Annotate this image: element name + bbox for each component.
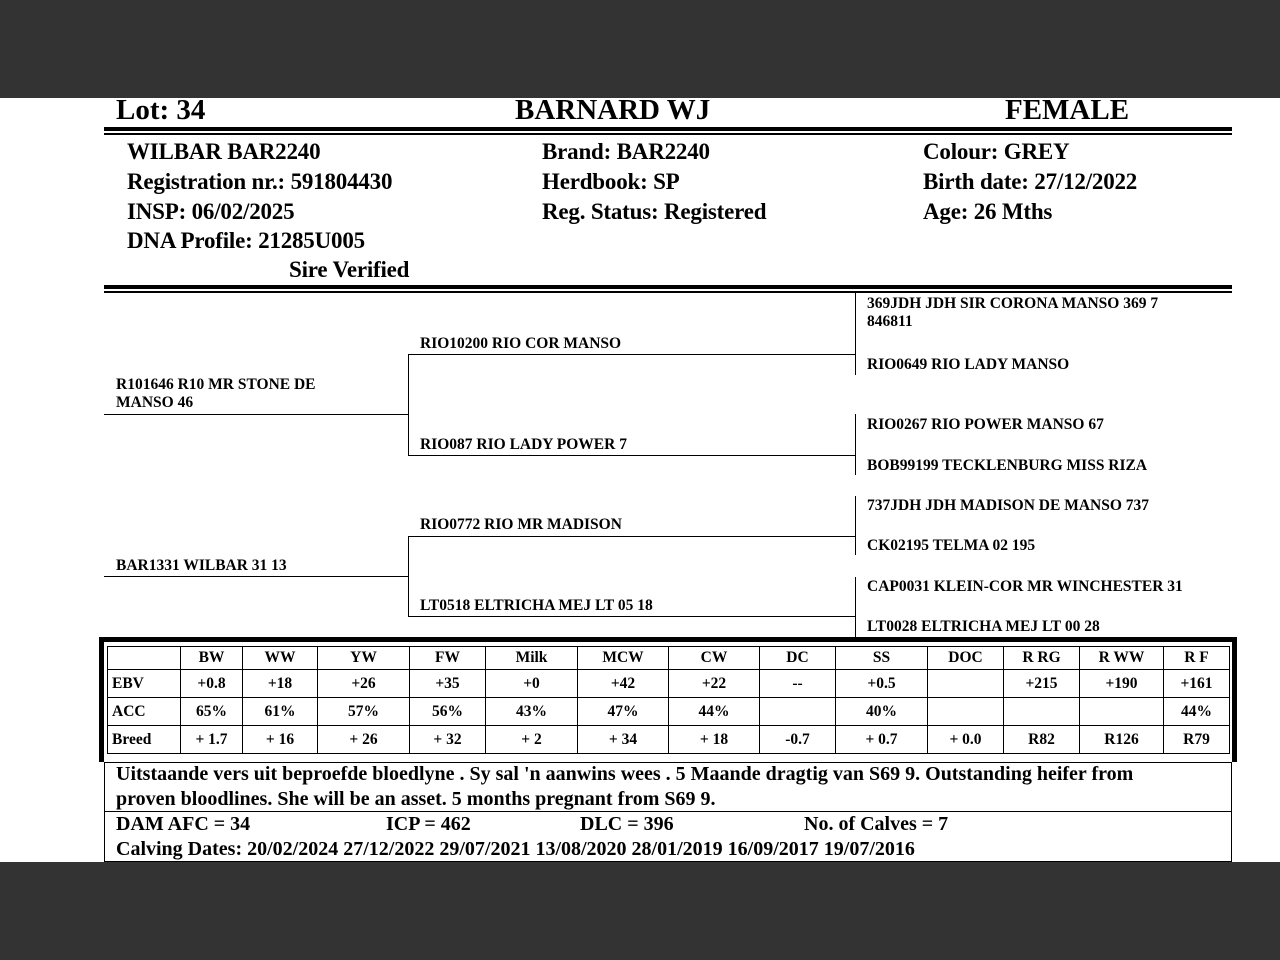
acc-cell: 40% [836, 698, 928, 726]
ebv-col-header: WW [243, 647, 318, 670]
pedigree-line-dam-sire [408, 536, 856, 537]
breed-cell: + 16 [243, 726, 318, 754]
ebv-row [108, 670, 1230, 698]
age: Age: 26 Mths [923, 199, 1053, 224]
ebv-frame-left [99, 637, 104, 762]
ebv-col-header: DC [760, 647, 836, 670]
ebv-col-header: Milk [486, 647, 578, 670]
acc-cell: 61% [243, 698, 318, 726]
acc-cell: 44% [669, 698, 760, 726]
ebv-col-header: DOC [928, 647, 1004, 670]
pedigree-sire-dam-sire: RIO0267 RIO POWER MANSO 67 [867, 416, 1104, 433]
ebv-row-label: EBV [108, 670, 181, 698]
dam-afc: DAM AFC = 34 [116, 813, 251, 835]
ebv-table [107, 646, 1230, 754]
pedigree-line-sire-sire [408, 354, 856, 355]
pedigree-dam-sire-sire: 737JDH JDH MADISON DE MANSO 737 [867, 497, 1150, 514]
pedigree-dam-dam: LT0518 ELTRICHA MEJ LT 05 18 [420, 597, 653, 614]
pedigree-dam-dam-sire: CAP0031 KLEIN-COR MR WINCHESTER 31 [867, 578, 1183, 595]
ebv-col-header: SS [836, 647, 928, 670]
ebv-frame-top [99, 637, 1237, 642]
comments-rule-left [104, 762, 105, 862]
header-rule-thick [104, 127, 1232, 131]
pedigree-dam-sire-dam: CK02195 TELMA 02 195 [867, 537, 1036, 554]
registration-number: Registration nr.: 591804430 [127, 169, 393, 194]
acc-cell [1004, 698, 1080, 726]
ebv-cell: +0.5 [836, 670, 928, 698]
header-rule-thin [104, 133, 1232, 135]
number-of-calves: No. of Calves = 7 [804, 813, 949, 835]
ebv-col-header: BW [181, 647, 243, 670]
breed-cell: R79 [1164, 726, 1230, 754]
calving-dates: Calving Dates: 20/02/2024 27/12/2022 29/07/2021 13/08/2020 28/01/2019 16/09/2017 19/07/2016 [116, 838, 915, 860]
footer-rule-bottom [104, 861, 1232, 862]
breed-cell: + 26 [318, 726, 410, 754]
pedigree-dam-dam-dam: LT0028 ELTRICHA MEJ LT 00 28 [867, 618, 1100, 635]
breed-cell: + 32 [410, 726, 486, 754]
acc-cell: 56% [410, 698, 486, 726]
ebv-cell: +22 [669, 670, 760, 698]
icp: ICP = 462 [386, 813, 471, 835]
ebv-cell: +26 [318, 670, 410, 698]
birth-date: Birth date: 27/12/2022 [923, 169, 1138, 194]
herdbook: Herdbook: SP [542, 169, 680, 194]
ebv-cell: -- [760, 670, 836, 698]
pedigree-sire-dam: RIO087 RIO LADY POWER 7 [420, 436, 627, 453]
info-rule-thick [104, 285, 1232, 289]
acc-cell [1080, 698, 1164, 726]
breed-cell: + 0.0 [928, 726, 1004, 754]
pedigree-sire-sire-sire: 369JDH JDH SIR CORONA MANSO 369 7 846811 [867, 295, 1159, 330]
pedigree-bracket-dd [855, 577, 856, 637]
ebv-col-header [108, 647, 181, 670]
colour: Colour: GREY [923, 139, 1070, 164]
dna-profile: DNA Profile: 21285U005 [127, 228, 365, 253]
pedigree-sire-dam-dam: BOB99199 TECKLENBURG MISS RIZA [867, 457, 1148, 474]
insp-date: INSP: 06/02/2025 [127, 199, 295, 224]
breed-cell: + 34 [578, 726, 669, 754]
acc-row [108, 698, 1230, 726]
breeder-name: BARNARD WJ [515, 98, 711, 126]
ebv-cell: +161 [1164, 670, 1230, 698]
ebv-frame-right [1232, 637, 1237, 762]
acc-cell [928, 698, 1004, 726]
sire-verified: Sire Verified [289, 257, 410, 282]
acc-cell: 47% [578, 698, 669, 726]
ebv-col-header: FW [410, 647, 486, 670]
ebv-cell: +0.8 [181, 670, 243, 698]
breed-row-label: Breed [108, 726, 181, 754]
pedigree-bracket-sire [408, 354, 409, 456]
ebv-col-header: CW [669, 647, 760, 670]
comments-rule-right [1231, 762, 1232, 862]
breed-cell: -0.7 [760, 726, 836, 754]
pedigree-dam: BAR1331 WILBAR 31 13 [116, 557, 287, 574]
pedigree-dam-sire: RIO0772 RIO MR MADISON [420, 516, 622, 533]
lot-number: Lot: 34 [116, 98, 206, 126]
ebv-col-header: R WW [1080, 647, 1164, 670]
pedigree-line-dam [104, 576, 409, 577]
breed-cell: + 1.7 [181, 726, 243, 754]
registration-status: Reg. Status: Registered [542, 199, 767, 224]
ebv-col-header: MCW [578, 647, 669, 670]
acc-row-label: ACC [108, 698, 181, 726]
pedigree-line-sire [104, 414, 409, 415]
pedigree-line-sire-dam [408, 455, 856, 456]
ebv-cell: +190 [1080, 670, 1164, 698]
pedigree-sire-sire-dam: RIO0649 RIO LADY MANSO [867, 356, 1070, 373]
sale-catalogue-page [0, 98, 1280, 862]
acc-cell: 43% [486, 698, 578, 726]
acc-cell: 57% [318, 698, 410, 726]
breed-cell: + 0.7 [836, 726, 928, 754]
breed-cell: + 18 [669, 726, 760, 754]
ebv-cell: +0 [486, 670, 578, 698]
pedigree-sire-sire: RIO10200 RIO COR MANSO [420, 335, 622, 352]
ebv-cell [928, 670, 1004, 698]
breed-cell: R82 [1004, 726, 1080, 754]
acc-cell: 65% [181, 698, 243, 726]
acc-cell [760, 698, 836, 726]
comments-line-2: proven bloodlines. She will be an asset. 5 months pregnant from S69 9. [116, 788, 716, 810]
brand: Brand: BAR2240 [542, 139, 710, 164]
pedigree-bracket-ds [855, 496, 856, 555]
info-rule-thin [104, 291, 1232, 293]
acc-cell: 44% [1164, 698, 1230, 726]
breed-cell: R126 [1080, 726, 1164, 754]
pedigree-bracket-dam [408, 536, 409, 617]
breed-row [108, 726, 1230, 754]
breed-cell: + 2 [486, 726, 578, 754]
ebv-col-header: R F [1164, 647, 1230, 670]
ebv-header-row [108, 647, 1230, 670]
ebv-cell: +18 [243, 670, 318, 698]
ebv-cell: +42 [578, 670, 669, 698]
ebv-cell: +35 [410, 670, 486, 698]
pedigree-bracket-sd [855, 414, 856, 475]
animal-name: WILBAR BAR2240 [127, 139, 321, 164]
comments-line-1: Uitstaande vers uit beproefde bloedlyne . Sy sal 'n aanwins wees . 5 Maande dragtig van S69 9. Outstanding heifer from [116, 763, 1134, 785]
ebv-col-header: YW [318, 647, 410, 670]
dlc: DLC = 396 [580, 813, 674, 835]
animal-sex: FEMALE [1005, 98, 1130, 126]
pedigree-sire: R101646 R10 MR STONE DE MANSO 46 [116, 376, 316, 411]
ebv-col-header: R RG [1004, 647, 1080, 670]
pedigree-bracket-ss [855, 293, 856, 375]
ebv-cell: +215 [1004, 670, 1080, 698]
pedigree-line-dam-dam [408, 616, 856, 617]
